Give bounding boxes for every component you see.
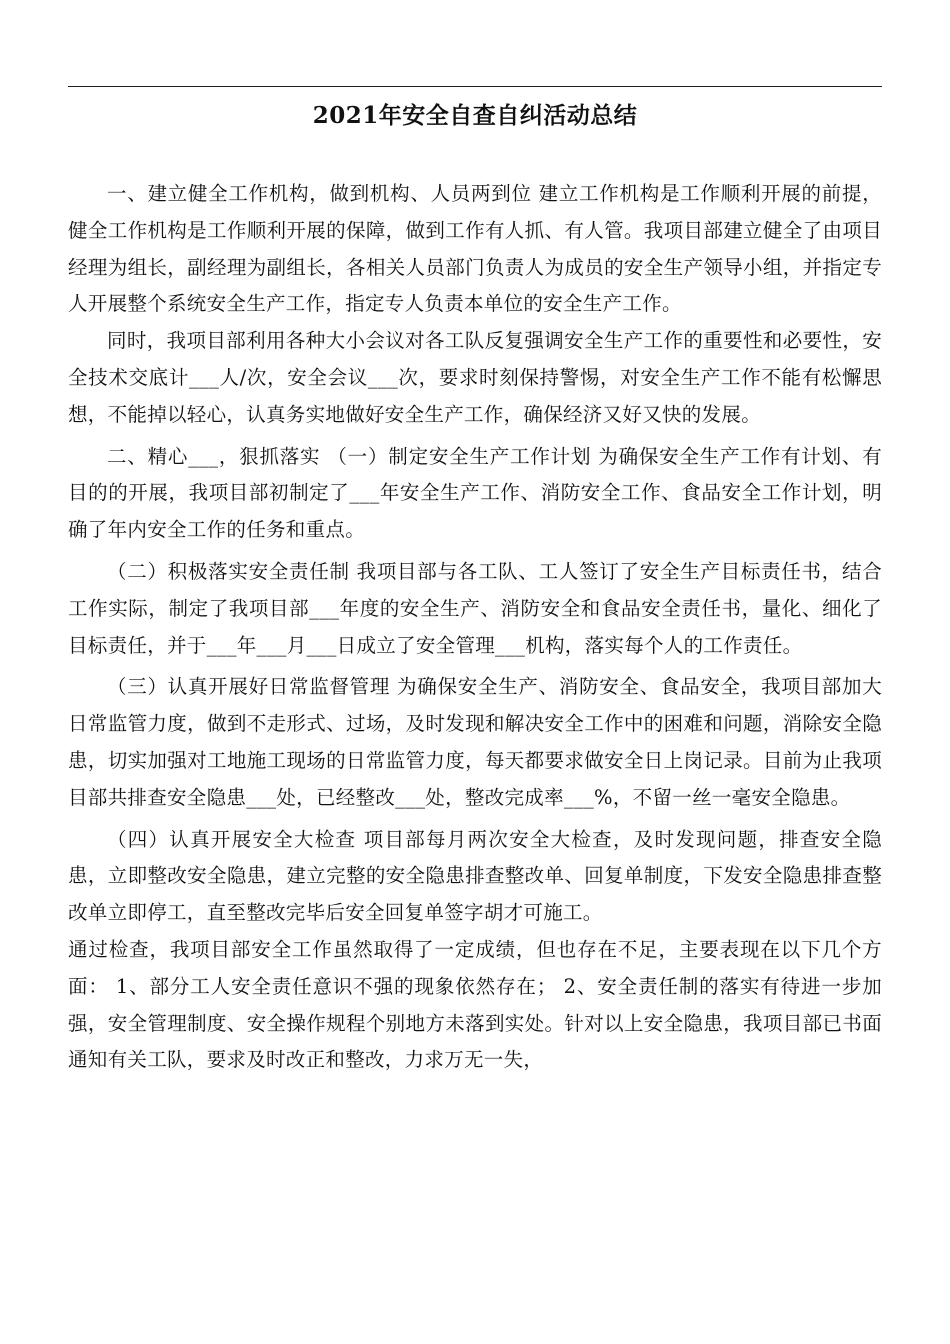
paragraph-continuation: 通过检查，我项目部安全工作虽然取得了一定成绩，但也存在不足，主要表现在以下几个方面： 1、部分工人安全责任意识不强的现象依然存在； 2、安全责任制的落实有待进一步加强，安全管理制度、安全操作规程个别地方未落到实处。针对以上安全隐患，我项目部已书面通知有关工队，要求及时改正和整改，力求万无一失， bbox=[68, 937, 882, 1072]
paragraph-2: 同时，我项目部利用各种大小会议对各工队反复强调安全生产工作的重要性和必要性，安全技术交底计___人/次，安全会议___次，要求时刻保持警惕，对安全生产工作不能有松懈思想，不能掉以轻心，认真务实地做好安全生产工作，确保经济又好又快的发展。 bbox=[68, 329, 882, 426]
paragraph-6: （四）认真开展安全大检查 项目部每月两次安全大检查，及时发现问题，排查安全隐患，立即整改安全隐患，建立完整的安全隐患排查整改单、回复单制度，下发安全隐患排查整改单立即停工，直至整改完毕后安全回复单签字胡才可施工。 bbox=[68, 827, 882, 925]
document-body bbox=[68, 176, 882, 1079]
paragraph-4: （二）积极落实安全责任制 我项目部与各工队、工人签订了安全生产目标责任书，结合工作实际，制定了我项目部___年度的安全生产、消防安全和食品安全责任书，量化、细化了目标责任，并于___年___月___日成立了安全管理___机构，落实每个人的工作责任。 bbox=[68, 559, 882, 657]
paragraph-3: 二、精心___，狠抓落实 （一）制定安全生产工作计划 为确保安全生产工作有计划、有目的的开展，我项目部初制定了___年安全生产工作、消防安全工作、食品安全工作计划，明确了年内安全工作的任务和重点。 bbox=[68, 444, 882, 542]
header-rule bbox=[68, 86, 882, 87]
document-title: 2021年安全自查自纠活动总结 bbox=[312, 102, 638, 129]
paragraph-1: 一、建立健全工作机构，做到机构、人员两到位 建立工作机构是工作顺利开展的前提，健全工作机构是工作顺利开展的保障，做到工作有人抓、有人管。我项目部建立健全了由项目经理为组长，副经理为副组长，各相关人员部门负责人为成员的安全生产领导小组，并指定专人开展整个系统安全生产工作，指定专人负责本单位的安全生产工作。 bbox=[68, 182, 882, 316]
paragraph-5: （三）认真开展好日常监督管理 为确保安全生产、消防安全、食品安全，我项目部加大日常监管力度，做到不走形式、过场，及时发现和解决安全工作中的困难和问题，消除安全隐患，切实加强对工地施工现场的日常监管力度，每天都要求做安全日上岗记录。目前为止我项目部共排查安全隐患___处，已经整改___处，整改完成率___%，不留一丝一毫安全隐患。 bbox=[68, 675, 882, 809]
